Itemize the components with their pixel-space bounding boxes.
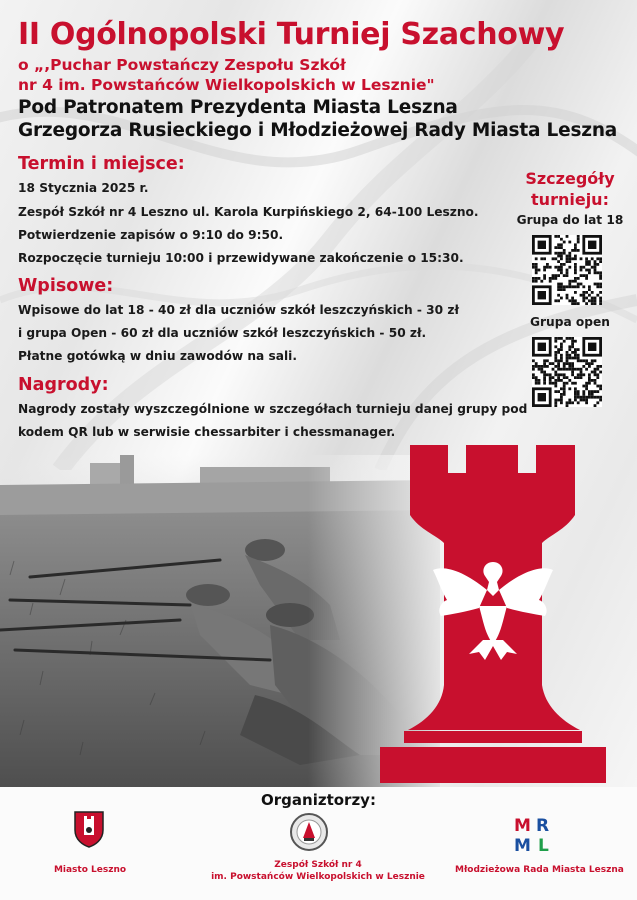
org-mrml-label: Młodzieżowa Rada Miasta Leszna bbox=[455, 865, 624, 875]
mrml-logo bbox=[514, 814, 558, 854]
qr-label-youth: Grupa do lat 18 bbox=[516, 213, 624, 227]
poster-title: II Ogólnopolski Turniej Szachowy bbox=[18, 17, 565, 52]
schedule-heading: Termin i miejsce: bbox=[18, 154, 185, 174]
prizes-line-2: kodem QR lub w serwisie chessarbiter i chessmanager. bbox=[18, 425, 396, 439]
school-emblem-icon bbox=[289, 812, 329, 852]
svg-text:M: M bbox=[514, 836, 531, 854]
leszno-coat-of-arms-icon bbox=[73, 810, 105, 848]
schedule-line-address: Zespół Szkół nr 4 Leszno ul. Karola Kurpińskiego 2, 64-100 Leszno. bbox=[18, 205, 479, 219]
patronage-line-1: Pod Patronatem Prezydenta Miasta Leszna bbox=[18, 97, 458, 118]
patronage-line-2: Grzegorza Rusieckiego i Młodzieżowej Rady Miasta Leszna bbox=[18, 120, 618, 141]
svg-text:M: M bbox=[514, 816, 531, 836]
org-school-label-line-2: im. Powstańców Wielkopolskich w Lesznie bbox=[211, 872, 425, 882]
svg-text:L: L bbox=[538, 836, 549, 854]
chess-rook-emblem bbox=[370, 435, 615, 790]
qr-label-open: Grupa open bbox=[530, 315, 610, 329]
prizes-heading: Nagrody: bbox=[18, 375, 109, 395]
svg-text:R: R bbox=[536, 816, 550, 836]
fees-line-payment: Płatne gotówką w dniu zawodów na sali. bbox=[18, 349, 297, 363]
prizes-line-1: Nagrody zostały wyszczególnione w szczegółach turnieju danej grupy pod bbox=[18, 402, 528, 416]
qr-code-youth[interactable] bbox=[532, 235, 602, 305]
schedule-line-confirmation: Potwierdzenie zapisów o 9:10 do 9:50. bbox=[18, 228, 284, 242]
subtitle-line-2: nr 4 im. Powstańców Wielkopolskich w Lesznie" bbox=[18, 76, 435, 94]
fees-heading: Wpisowe: bbox=[18, 276, 114, 296]
schedule-line-start: Rozpoczęcie turnieju 10:00 i przewidywane zakończenie o 15:30. bbox=[18, 251, 464, 265]
fees-line-open: i grupa Open - 60 zł dla uczniów szkół leszczyńskich - 50 zł. bbox=[18, 326, 427, 340]
details-title-line-1: Szczegóły bbox=[525, 169, 615, 188]
qr-code-open[interactable] bbox=[532, 337, 602, 407]
fees-line-youth: Wpisowe do lat 18 - 40 zł dla uczniów szkół leszczyńskich - 30 zł bbox=[18, 303, 460, 317]
schedule-line-date: 18 Stycznia 2025 r. bbox=[18, 181, 149, 195]
details-title-line-2: turnieju: bbox=[531, 190, 609, 209]
organizers-title: Organiztorzy: bbox=[261, 791, 376, 809]
org-leszno-label: Miasto Leszno bbox=[53, 865, 127, 875]
subtitle-line-1: o „,Puchar Powstańczy Zespołu Szkół bbox=[18, 56, 346, 74]
org-school-label-line-1: Zespół Szkół nr 4 bbox=[274, 860, 362, 870]
